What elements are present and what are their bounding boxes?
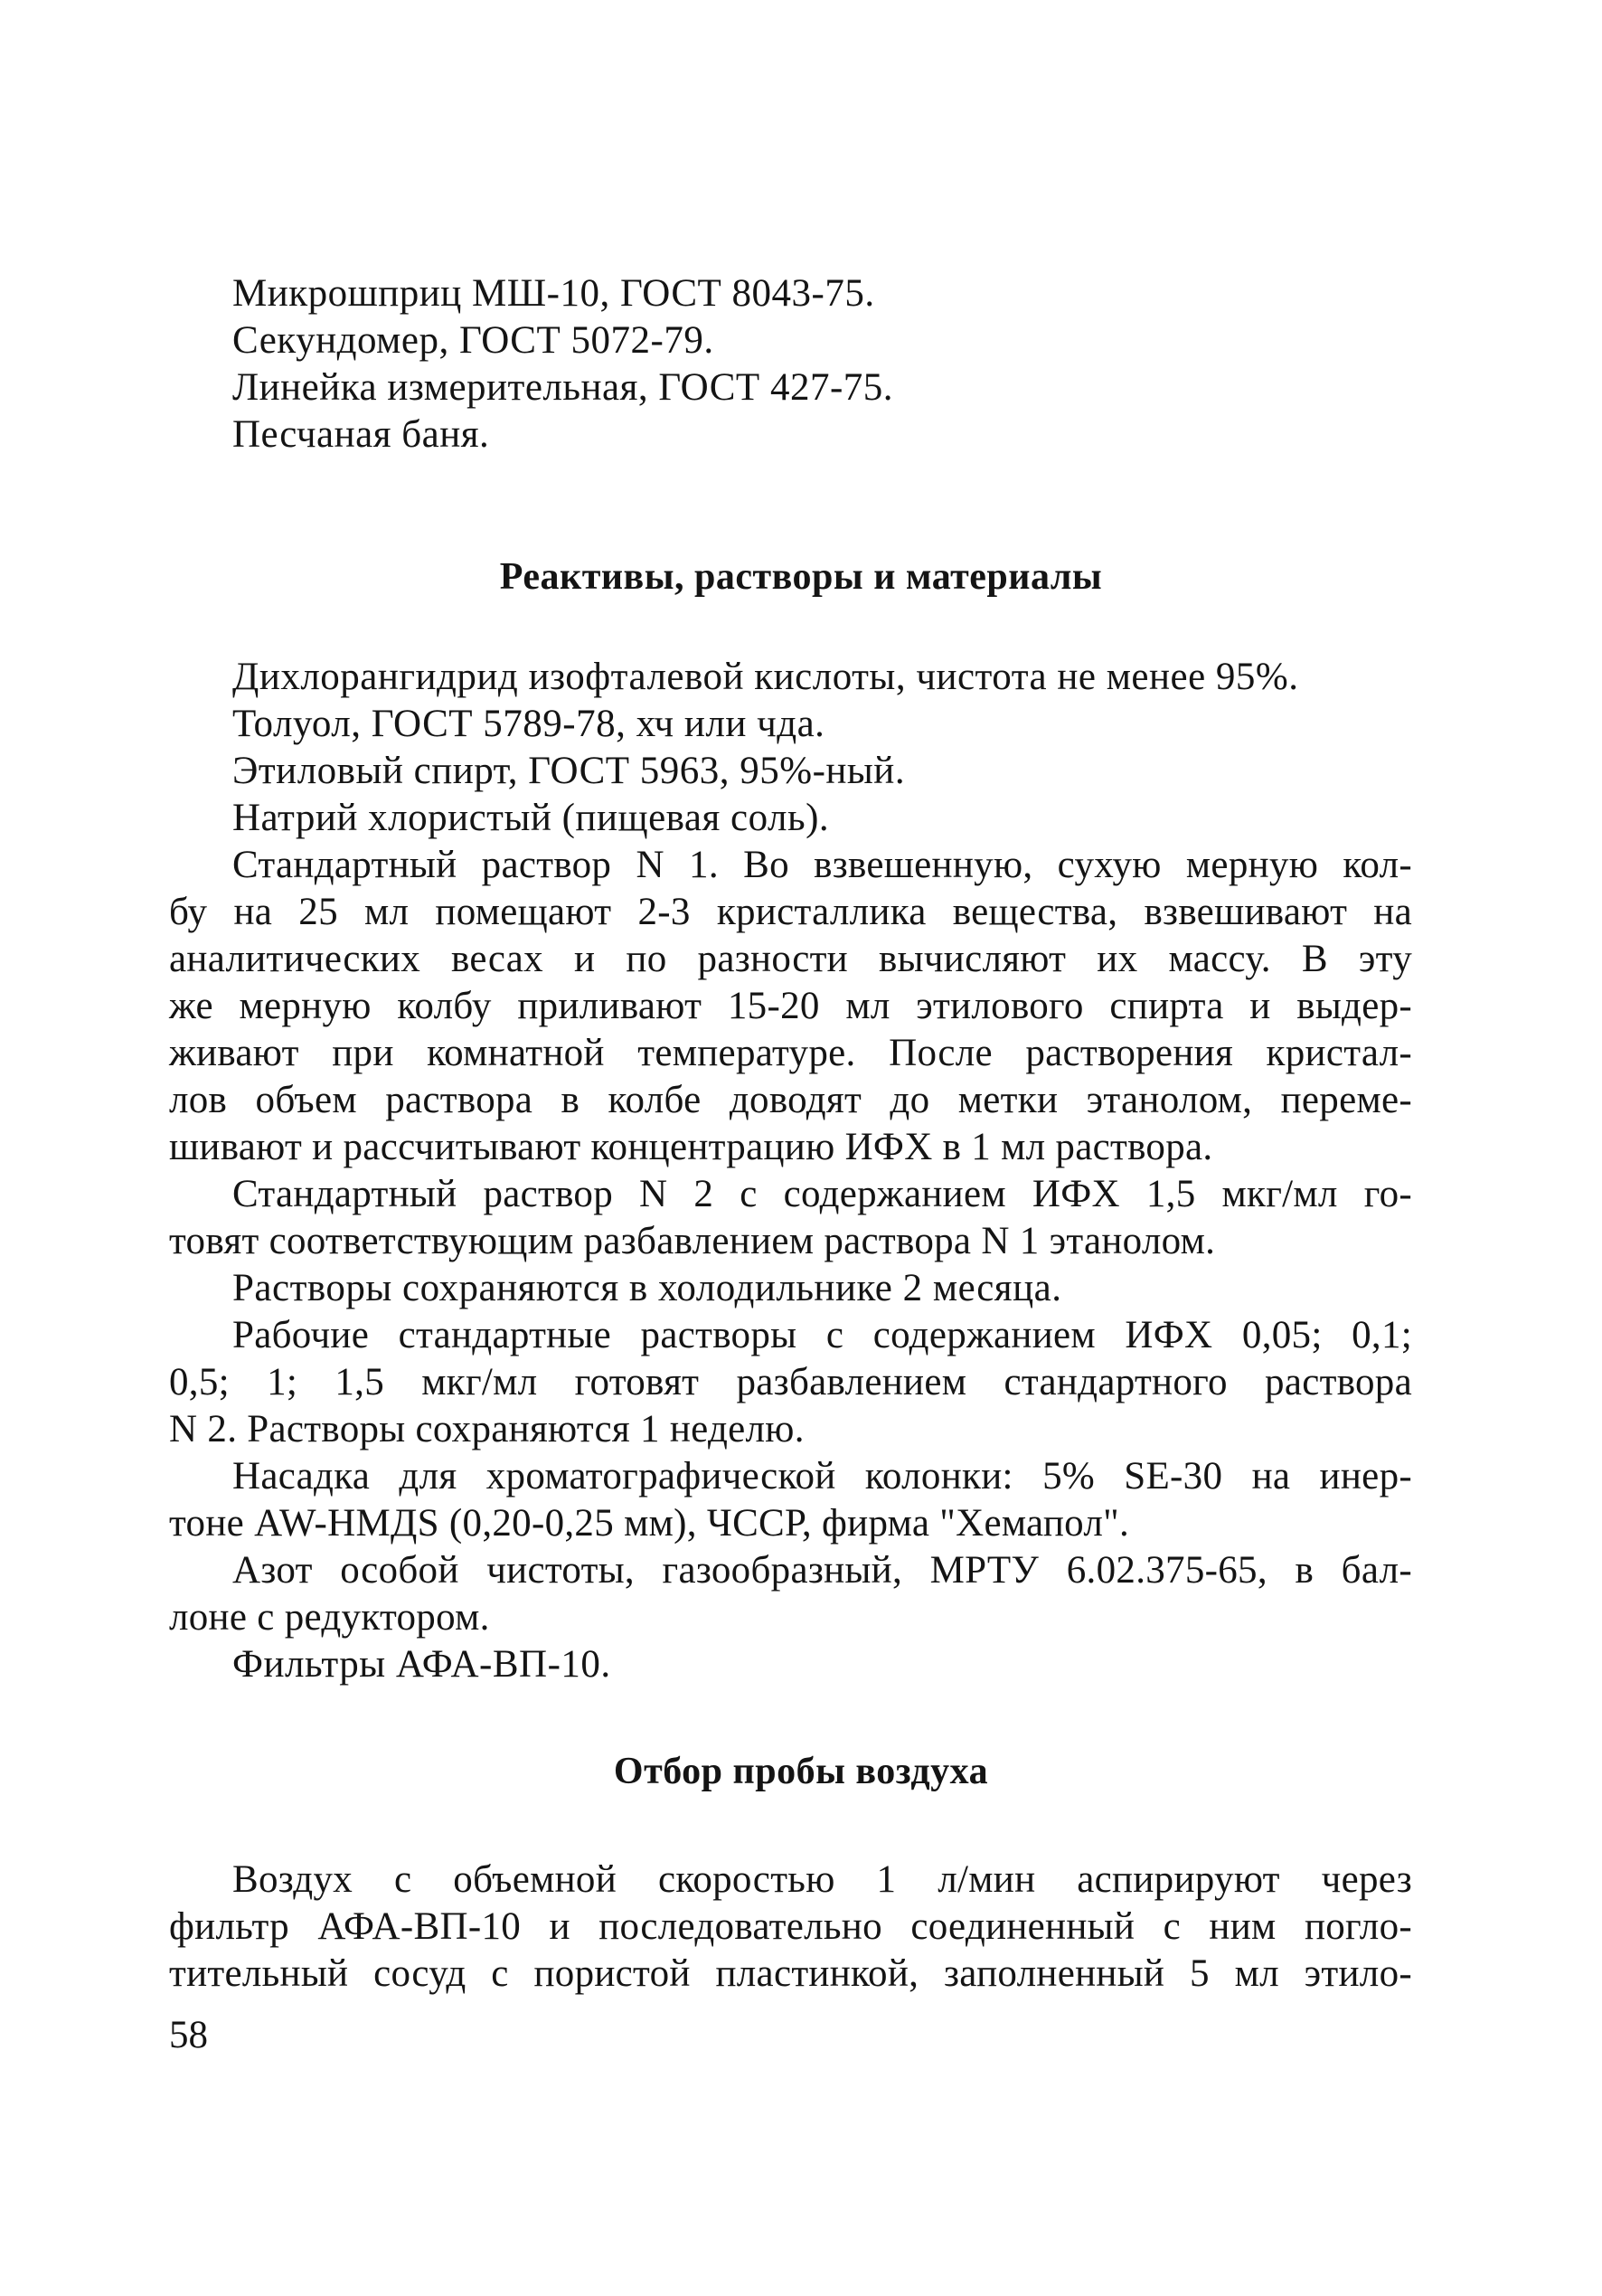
paragraph-line: Азот особой чистоты, газообразный, МРТУ 6.02.375-65, в бал- [232, 1549, 1412, 1592]
paragraph-line: же мерную колбу приливают 15-20 мл этилового спирта и выдер- [169, 985, 1412, 1027]
reagent-line: Натрий хлористый (пищевая соль). [232, 797, 830, 839]
paragraph-line: Рабочие стандартные растворы с содержанием ИФХ 0,05; 0,1; [232, 1314, 1412, 1356]
section-heading-sampling: Отбор пробы воздуха [613, 1751, 989, 1792]
paragraph-line: Стандартный раствор N 1. Во взвешенную, сухую мерную кол- [232, 844, 1412, 886]
paragraph-line: аналитических весах и по разности вычисляют их массу. В эту [169, 938, 1412, 980]
paragraph-line: Воздух с объемной скоростью 1 л/мин аспирируют через [232, 1858, 1412, 1901]
paragraph-line: N 2. Растворы сохраняются 1 неделю. [169, 1408, 805, 1450]
paragraph-line: Стандартный раствор N 2 с содержанием ИФХ 1,5 мкг/мл го- [232, 1173, 1412, 1215]
equipment-item: Линейка измерительная, ГОСТ 427-75. [232, 366, 894, 409]
paragraph-line: фильтр АФА-ВП-10 и последовательно соединенный с ним погло- [169, 1905, 1412, 1948]
paragraph-line: шивают и рассчитывают концентрацию ИФХ в 1 мл раствора. [169, 1126, 1213, 1168]
equipment-item: Микрошприц МШ-10, ГОСТ 8043-75. [232, 272, 875, 315]
paragraph-line: лоне с редуктором. [169, 1596, 490, 1639]
paragraph-line: живают при комнатной температуре. После растворения кристал- [169, 1032, 1412, 1074]
paragraph-line: товят соответствующим разбавлением раствора N 1 этанолом. [169, 1220, 1216, 1262]
paragraph-line: бу на 25 мл помещают 2-3 кристаллика вещества, взвешивают на [169, 891, 1412, 933]
section-heading-reagents: Реактивы, растворы и материалы [499, 556, 1103, 598]
paragraph-line: лов объем раствора в колбе доводят до метки этанолом, переме- [169, 1079, 1412, 1121]
reagent-line: Этиловый спирт, ГОСТ 5963, 95%-ный. [232, 750, 906, 792]
paragraph-line: Насадка для хроматографической колонки: 5% SE-30 на инер- [232, 1455, 1412, 1498]
reagent-line: Толуол, ГОСТ 5789-78, хч или чда. [232, 703, 825, 745]
reagent-line: Дихлорангидрид изофталевой кислоты, чистота не менее 95%. [232, 656, 1299, 698]
equipment-item: Песчаная баня. [232, 413, 490, 456]
page-number: 58 [169, 2014, 208, 2056]
paragraph-line: Растворы сохраняются в холодильнике 2 месяца. [232, 1267, 1062, 1309]
paragraph-line: 0,5; 1; 1,5 мкг/мл готовят разбавлением стандартного раствора [169, 1361, 1412, 1403]
paragraph-line: Фильтры АФА-ВП-10. [232, 1643, 611, 1686]
equipment-item: Секундомер, ГОСТ 5072-79. [232, 319, 714, 362]
paragraph-line: тоне AW-HMДS (0,20-0,25 мм), ЧССР, фирма "Хемапол". [169, 1502, 1130, 1545]
paragraph-line: тительный сосуд с пористой пластинкой, заполненный 5 мл этило- [169, 1952, 1412, 1995]
